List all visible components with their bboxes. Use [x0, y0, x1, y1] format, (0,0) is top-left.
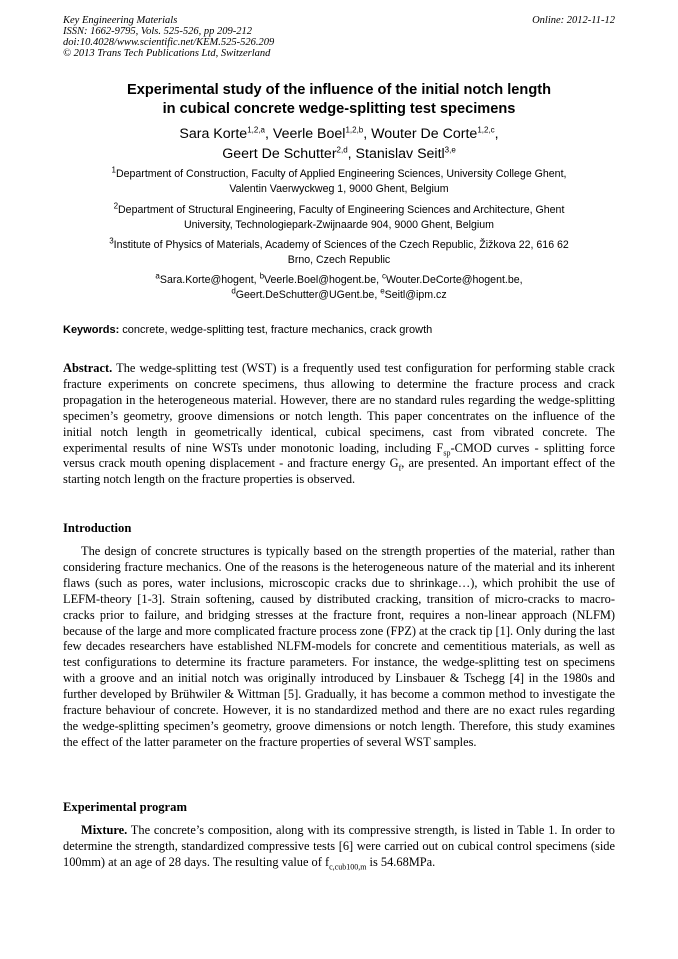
author-list — [63, 124, 615, 164]
author-affiliation-mark: 1,2,c — [477, 125, 495, 135]
affiliation-text: Institute of Physics of Materials, Academy of Sciences of the Czech Republic, Žižkova 22, 616 62 — [113, 239, 569, 251]
email-link[interactable]: Seitl@ipm.cz — [384, 288, 447, 301]
affiliation-number: 3 — [109, 236, 114, 246]
title-line-1: Experimental study of the influence of the initial notch length — [126, 82, 552, 98]
keywords — [63, 323, 615, 337]
online-date: Online: 2012-11-12 — [532, 15, 615, 26]
affiliation-3 — [63, 238, 615, 267]
title-line-2: in cubical concrete wedge-splitting test specimens — [162, 101, 516, 117]
keywords-text: concrete, wedge-splitting test, fracture mechanics, crack growth — [119, 324, 433, 336]
affiliation-2 — [63, 203, 615, 232]
author-name: , Stanislav Seitl — [347, 146, 445, 162]
email-link[interactable]: Sara.Korte@hogent, — [159, 274, 260, 286]
paper-title — [63, 81, 615, 119]
affiliation-text: Department of Construction, Faculty of Applied Engineering Sciences, University College Ghent, — [115, 168, 567, 180]
email-link[interactable]: Geert.DeSchutter@UGent.be, — [235, 288, 381, 301]
copyright-line: © 2013 Trans Tech Publications Ltd, Switzerland — [63, 48, 271, 59]
email-link[interactable]: Veerle.Boel@hogent.be, — [264, 274, 382, 286]
author-name: , Wouter De Corte — [363, 126, 478, 142]
author-name: Geert De Schutter — [222, 146, 337, 162]
affiliation-text: Brno, Czech Republic — [287, 253, 391, 266]
abstract-label: Abstract. — [63, 361, 113, 375]
abstract: Abstract. The wedge-splitting test (WST) is a frequently used test configuration for performing stable crack fracture experiments on concrete specimens, thus allowing to determine the fracture process and crack propagation in the heterogeneous material. However, there are no standard rules regarding the wedge-splitting specimen’s geometry, groove dimensions or notch length. This paper concentrates on the influence of the initial notch length in geometrically identical, cubical specimens, cast from vibrated concrete. The experimental results of nine WSTs under monotonic loading, including $F_{sp}$-CMOD curves - splitting force versus crack mouth opening displacement - and fracture energy $G_f$, are presented. An important effect of the starting notch length on the fracture properties is observed. — [63, 361, 615, 487]
affiliation-text: University, Technologiepark-Zwijnaarde 904, 9000 Ghent, Belgium — [184, 218, 494, 231]
running-header — [63, 15, 615, 59]
affiliation-number: 2 — [113, 201, 119, 211]
mixture-paragraph: Mixture. The concrete’s composition, along with its compressive strength, is listed in Table 1. In order to determine the strength, standardized compressive tests [6] were carried out on cubical control specimens (side 100mm) at an age of 28 days. The resulting value of $f_{c,cub100,m}$ is 54.68MPa. — [63, 823, 615, 872]
author-name: Sara Korte — [179, 126, 248, 142]
email-link[interactable]: Wouter.DeCorte@hogent.be, — [385, 274, 523, 286]
issn-line: ISSN: 1662-9795, Vols. 525-526, pp 209-212 — [63, 26, 252, 37]
affiliation-1 — [63, 167, 615, 196]
author-affiliation-mark: 3,e — [444, 145, 456, 155]
author-separator: , — [494, 126, 499, 142]
affiliation-text: Valentin Vaerwyckweg 1, 9000 Ghent, Belgium — [229, 182, 449, 195]
author-emails: $^a$Sara.Korte@hogent, $^b$Veerle.Boel@hogent.be, $^c$Wouter.DeCorte@hogent.be, $^d$Geert.DeSchutter@UGent.be, $^e$Seitl@ipm.cz — [155, 271, 523, 301]
author-line-1 — [63, 124, 615, 144]
doi-line: doi:10.4028/www.scientific.net/KEM.525-526.209 — [63, 37, 275, 48]
author-name: , Veerle Boel — [265, 126, 346, 142]
author-affiliation-mark: 2,d — [336, 145, 348, 155]
journal-name: Key Engineering Materials — [63, 15, 178, 26]
affiliation-number: 1 — [111, 165, 116, 175]
author-affiliation-mark: 1,2,b — [345, 125, 364, 135]
author-affiliation-mark: 1,2,a — [247, 125, 265, 135]
author-line-2 — [63, 144, 615, 164]
section-heading-experimental-program: Experimental program — [63, 800, 187, 814]
section-heading-introduction: Introduction — [63, 521, 132, 535]
mixture-label: Mixture. — [81, 823, 128, 837]
introduction-paragraph: The design of concrete structures is typically based on the strength properties of the material, rather than considering fracture mechanics. One of the reasons is the heterogeneous nature of the material and its inherent flaws (such as pores, water inclusions, microscopic cracks due to shrinkage…), which prohibit the use of LEFM-theory [1-3]. Strain softening, caused by distributed cracking, transition of micro-cracks to macro-cracks prior to failure, and bridging stresses at the fracture front, requires a non-linear approach (NLFM) because of the large and more complicated fracture process zone (FPZ) at the crack tip [1]. Only during the last few decades researchers have established NLFM-models for concrete and cementitious materials, as well as test configurations to determine its fracture parameters. For instance, the wedge-splitting test on specimens with a groove and an initial notch was originally introduced by Linsbauer & Tschegg [4] in the 1980s and further developed by Brühwiler & Wittman [5]. Gradually, it has become a common method to investigate the fracture behaviour of concrete. However, it is no standardized method and there are no exact rules regarding the wedge-splitting specimen’s geometry, groove dimensions or notch length. Therefore, this study examines the effect of the latter parameter on the fracture properties of several WST samples. — [63, 544, 615, 749]
affiliation-text: Department of Structural Engineering, Faculty of Engineering Sciences and Architecture, Ghent — [118, 204, 565, 216]
keywords-label: Keywords: — [63, 324, 120, 336]
